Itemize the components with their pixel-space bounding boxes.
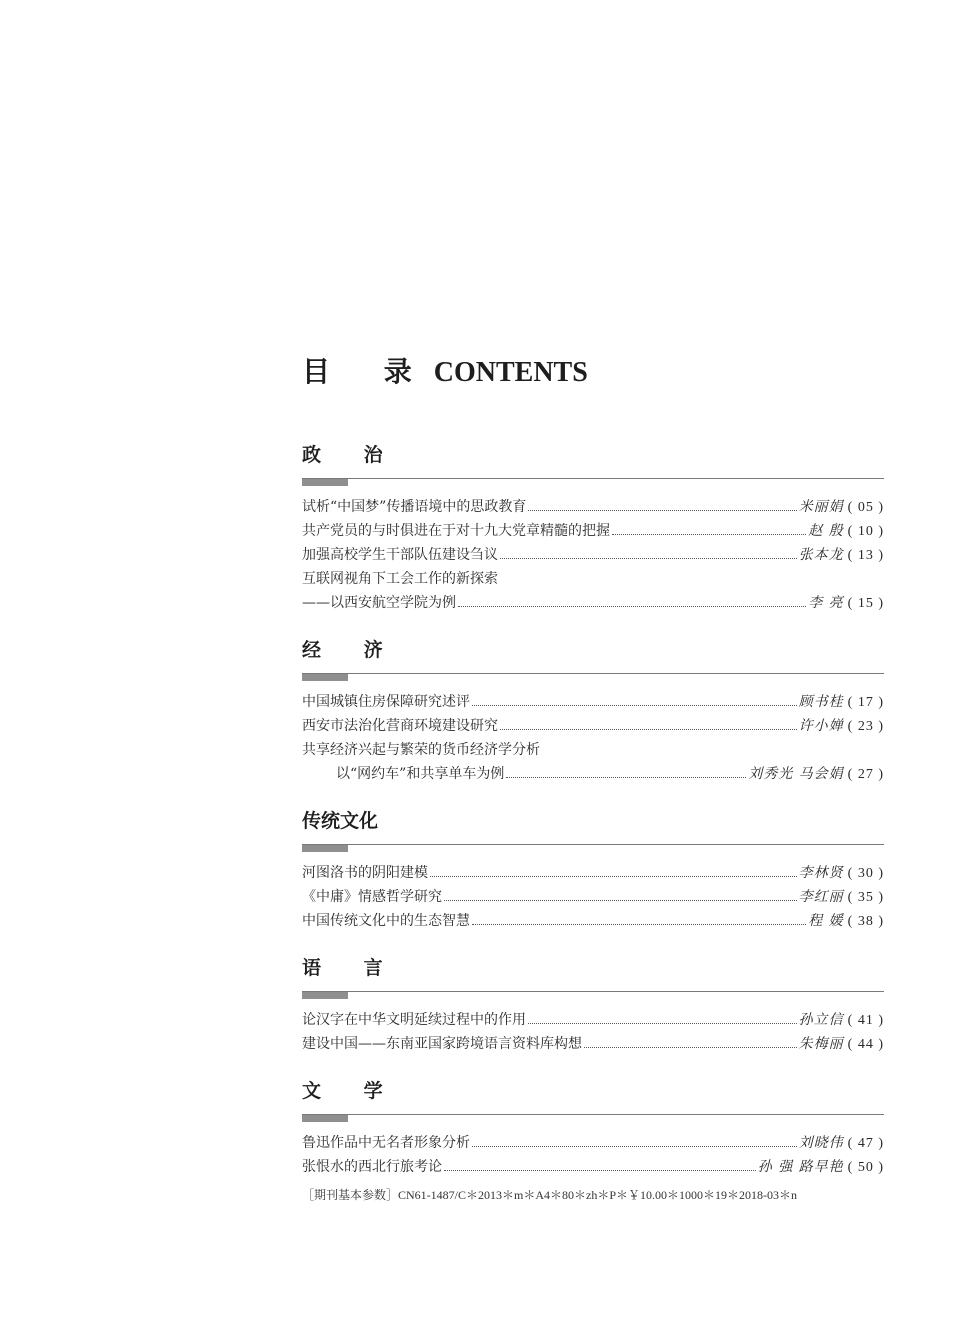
- section-heading: 传统文化: [302, 810, 379, 832]
- leader-dots: [444, 899, 797, 901]
- entry-page: ( 44 ): [847, 1037, 884, 1052]
- entry-page: ( 27 ): [847, 767, 884, 782]
- entry-title: 西安市法治化营商环境建设研究: [302, 718, 498, 734]
- entry-title: 张恨水的西北行旅考论: [302, 1159, 442, 1175]
- section-traditional-culture: [302, 808, 884, 933]
- entry-page: ( 50 ): [847, 1160, 884, 1175]
- entry-title: 论汉字在中华文明延续过程中的作用: [302, 1012, 526, 1028]
- toc-entry-title-line[interactable]: [302, 567, 884, 591]
- entry-author: 顾书桂: [798, 694, 844, 710]
- section-politics: [302, 442, 884, 615]
- leader-dots: [500, 728, 797, 730]
- toc-entry[interactable]: [302, 861, 884, 885]
- entry-title: 鲁迅作品中无名者形象分析: [302, 1135, 470, 1151]
- entry-page: ( 47 ): [847, 1136, 884, 1151]
- entry-title: 试析“中国梦”传播语境中的思政教育: [302, 499, 527, 515]
- entry-title: 共产党员的与时俱进在于对十九大党章精髓的把握: [302, 523, 610, 539]
- leader-dots: [458, 605, 806, 607]
- entry-subtitle: ——以西安航空学院为例: [302, 595, 456, 611]
- entry-author: 程 媛: [808, 913, 844, 929]
- section-rule: [302, 1114, 884, 1123]
- entry-title: 互联网视角下工会工作的新探索: [302, 571, 498, 587]
- leader-dots: [472, 923, 806, 925]
- entry-author: 许小婵: [798, 718, 844, 734]
- toc-entry[interactable]: [302, 1008, 884, 1032]
- toc-title-en: CONTENTS: [433, 357, 588, 388]
- leader-dots: [584, 1046, 797, 1048]
- entry-page: ( 30 ): [847, 866, 884, 881]
- section-rule: [302, 844, 884, 853]
- leader-dots: [528, 1022, 797, 1024]
- entry-subtitle: 以“网约车”和共享单车为例: [336, 766, 505, 782]
- entry-title: 中国城镇住房保障研究述评: [302, 694, 470, 710]
- leader-dots: [472, 704, 797, 706]
- journal-parameters: ［期刊基本参数］CN61-1487/C＊2013＊m＊A4＊80＊zh＊P＊￥10.00＊1000＊19＊2018-03＊n: [302, 1188, 798, 1202]
- section-economics: [302, 637, 884, 786]
- leader-dots: [506, 776, 746, 778]
- entry-page: ( 38 ): [847, 914, 884, 929]
- table-of-contents: [302, 352, 884, 1201]
- entry-title: 共享经济兴起与繁荣的货币经济学分析: [302, 742, 540, 758]
- entry-author: 孙立信: [798, 1012, 844, 1028]
- toc-entry[interactable]: [302, 1032, 884, 1056]
- toc-entry[interactable]: [302, 495, 884, 519]
- toc-entry-subtitle-line[interactable]: [302, 591, 884, 615]
- section-rule: [302, 478, 884, 487]
- entry-author: 刘秀光 马会娟: [748, 766, 844, 782]
- toc-entry[interactable]: [302, 1155, 884, 1179]
- entry-author: 李红丽: [798, 889, 844, 905]
- entry-page: ( 05 ): [847, 500, 884, 515]
- section-heading: 政 治: [302, 444, 401, 466]
- section-heading: 经 济: [302, 639, 401, 661]
- entry-page: ( 15 ): [847, 596, 884, 611]
- toc-entry-subtitle-line[interactable]: [302, 762, 884, 786]
- entry-page: ( 35 ): [847, 890, 884, 905]
- toc-entry-title-line[interactable]: [302, 738, 884, 762]
- section-heading: 文 学: [302, 1080, 401, 1102]
- toc-title-cn: 目 录: [302, 355, 434, 388]
- leader-dots: [500, 557, 797, 559]
- leader-dots: [612, 533, 806, 535]
- section-rule: [302, 991, 884, 1000]
- entry-title: 建设中国——东南亚国家跨境语言资料库构想: [302, 1036, 582, 1052]
- section-rule: [302, 673, 884, 682]
- section-heading: 语 言: [302, 957, 401, 979]
- toc-entry[interactable]: [302, 690, 884, 714]
- entry-page: ( 10 ): [847, 524, 884, 539]
- entry-title: 中国传统文化中的生态智慧: [302, 913, 470, 929]
- toc-entry[interactable]: [302, 543, 884, 567]
- entry-page: ( 41 ): [847, 1013, 884, 1028]
- leader-dots: [430, 875, 797, 877]
- entry-page: ( 23 ): [847, 719, 884, 734]
- entry-page: ( 13 ): [847, 548, 884, 563]
- entry-page: ( 17 ): [847, 695, 884, 710]
- toc-entry[interactable]: [302, 714, 884, 738]
- entry-author: 孙 强 路早艳: [757, 1159, 844, 1175]
- entry-title: 河图洛书的阴阳建模: [302, 865, 428, 881]
- toc-entry[interactable]: [302, 519, 884, 543]
- section-language: [302, 955, 884, 1056]
- leader-dots: [472, 1145, 797, 1147]
- entry-author: 李 亮: [808, 595, 844, 611]
- entry-author: 张本龙: [798, 547, 844, 563]
- toc-entry[interactable]: [302, 1131, 884, 1155]
- entry-author: 刘晓伟: [798, 1135, 844, 1151]
- toc-entry[interactable]: [302, 885, 884, 909]
- toc-entry[interactable]: [302, 909, 884, 933]
- entry-author: 赵 殷: [808, 523, 844, 539]
- toc-title: [302, 352, 884, 392]
- entry-author: 朱梅丽: [798, 1036, 844, 1052]
- entry-author: 李林贤: [798, 865, 844, 881]
- leader-dots: [528, 509, 796, 511]
- leader-dots: [444, 1169, 756, 1171]
- entry-title: 《中庸》情感哲学研究: [302, 889, 442, 905]
- entry-title: 加强高校学生干部队伍建设刍议: [302, 547, 498, 563]
- section-literature: [302, 1078, 884, 1179]
- entry-author: 米丽娟: [798, 499, 844, 515]
